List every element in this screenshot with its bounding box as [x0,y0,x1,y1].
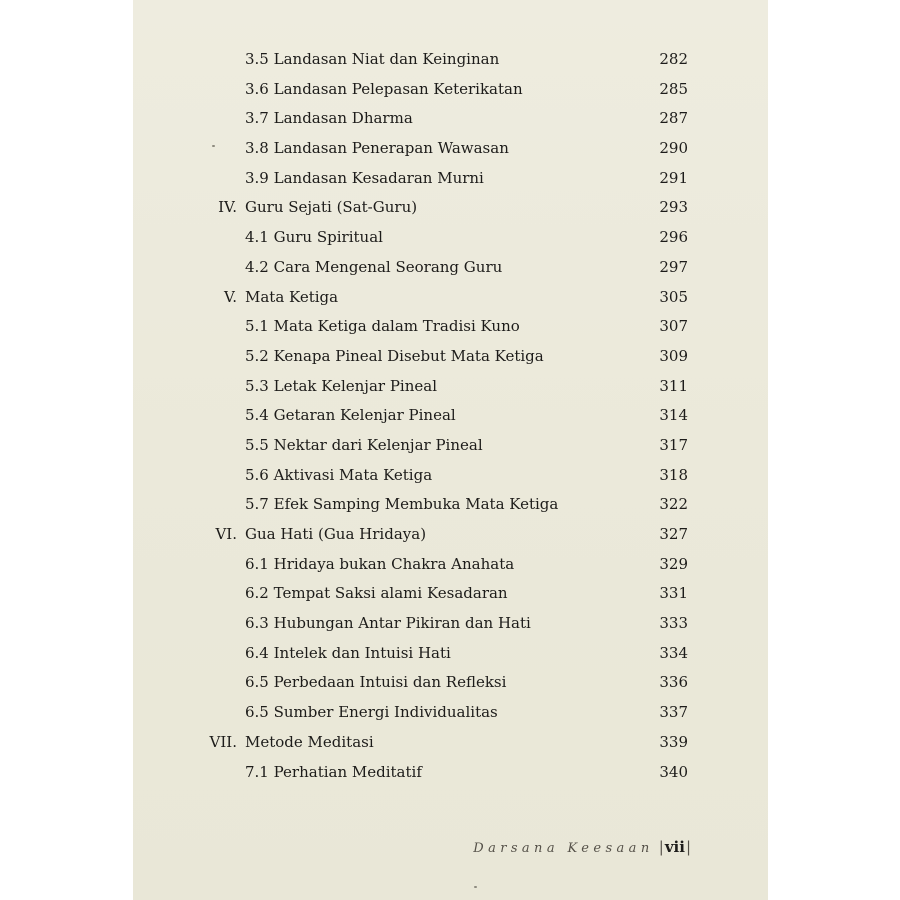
toc-page-number: 318 [659,465,688,484]
footer-page-number: vii [664,838,685,856]
toc-chapter-number: VI. [215,525,237,543]
toc-page-number: 290 [659,139,688,158]
toc-entry [133,134,768,164]
toc-entry-title: 3.9 Landasan Kesadaran Murni [245,168,484,187]
toc-page-number: 307 [659,317,688,336]
toc-page-number: 333 [659,614,688,633]
toc-entry-title: 6.4 Intelek dan Intuisi Hati [245,643,451,662]
paper-speck [474,886,477,888]
toc-page-number: 331 [659,584,688,603]
toc-page-number: 314 [659,406,688,425]
toc-page-number: 339 [659,732,688,751]
toc-page-number: 291 [659,168,688,187]
toc-page-number: 293 [659,198,688,217]
toc-entry-title: 6.5 Perbedaan Intuisi dan Refleksi [245,673,507,692]
page-footer [473,836,692,858]
toc-chapter-number: V. [224,287,237,306]
footer-separator-left: | [658,838,664,856]
toc-page-number: 287 [659,109,688,128]
toc-page-number: 311 [659,376,688,395]
toc-entry-title: 7.1 Perhatian Meditatif [245,762,422,781]
toc-page-number: 305 [659,287,688,306]
toc-entry [133,609,768,639]
toc-entry [133,431,768,461]
toc-chapter-number: VII. [209,732,237,751]
toc-entry-title: 6.5 Sumber Energi Individualitas [245,703,498,722]
toc-page-number: 334 [659,643,688,662]
toc-page-number: 336 [659,673,688,692]
toc-entry [133,253,768,283]
toc-entry [133,283,768,313]
toc-page-number: 296 [659,228,688,247]
toc-entry-title: 5.7 Efek Samping Membuka Mata Ketiga [245,495,559,514]
paper-speck [212,145,215,147]
toc-entry-title: 6.3 Hubungan Antar Pikiran dan Hati [245,614,531,633]
toc-entry-title: 5.6 Aktivasi Mata Ketiga [245,465,433,484]
toc-page-number: 309 [659,346,688,365]
toc-page-number: 285 [659,79,688,98]
toc-entry [133,639,768,669]
toc-entry [133,372,768,402]
footer-separator-right: | [685,838,691,856]
toc-entry-title: 5.5 Nektar dari Kelenjar Pineal [245,435,483,454]
book-page [133,0,768,900]
toc-page-number: 282 [659,50,688,68]
toc-page-number: 329 [659,554,688,573]
toc-chapter-number: IV. [218,198,237,217]
toc-entry-title: 6.1 Hridaya bukan Chakra Anahata [245,554,515,573]
toc-entry-title: 3.8 Landasan Penerapan Wawasan [245,139,509,158]
toc-page-number: 340 [659,762,688,781]
toc-page-number: 337 [659,703,688,722]
toc-entry [133,698,768,728]
toc-entry [133,223,768,253]
toc-entry [133,490,768,520]
toc-entry [133,461,768,491]
toc-entry-title: Mata Ketiga [245,287,339,306]
toc-entry [133,342,768,372]
toc-entry [133,104,768,134]
toc-page-number: 322 [659,495,688,514]
table-of-contents [133,45,768,787]
toc-entry-title: 3.6 Landasan Pelepasan Keterikatan [245,79,523,98]
toc-entry [133,75,768,105]
toc-page-number: 317 [659,435,688,454]
toc-entry-title: 3.5 Landasan Niat dan Keinginan [245,50,500,68]
toc-entry-title: 5.2 Kenapa Pineal Disebut Mata Ketiga [245,346,544,365]
toc-entry [133,312,768,342]
toc-entry-title: 6.2 Tempat Saksi alami Kesadaran [245,584,508,603]
toc-entry [133,550,768,580]
toc-entry [133,193,768,223]
toc-entry-title: 4.1 Guru Spiritual [245,228,383,247]
toc-entry-title: Guru Sejati (Sat-Guru) [245,198,418,217]
toc-entry [133,579,768,609]
toc-page-number: 327 [659,525,688,543]
toc-entry [133,520,768,550]
toc-entry-title: Metode Meditasi [245,732,374,751]
toc-entry [133,728,768,758]
toc-entry-title: 4.2 Cara Mengenal Seorang Guru [245,257,503,276]
toc-entry-title: Gua Hati (Gua Hridaya) [245,525,427,543]
toc-entry-title: 5.3 Letak Kelenjar Pineal [245,376,438,395]
toc-entry-title: 3.7 Landasan Dharma [245,109,413,128]
toc-entry [133,668,768,698]
toc-entry-title: 5.1 Mata Ketiga dalam Tradisi Kuno [245,317,520,336]
toc-entry [133,401,768,431]
toc-entry-title: 5.4 Getaran Kelenjar Pineal [245,406,456,425]
footer-book-title: Darsana Keesaan [473,841,654,856]
toc-entry [133,758,768,788]
toc-entry [133,45,768,75]
toc-page-number: 297 [659,257,688,276]
toc-entry [133,164,768,194]
